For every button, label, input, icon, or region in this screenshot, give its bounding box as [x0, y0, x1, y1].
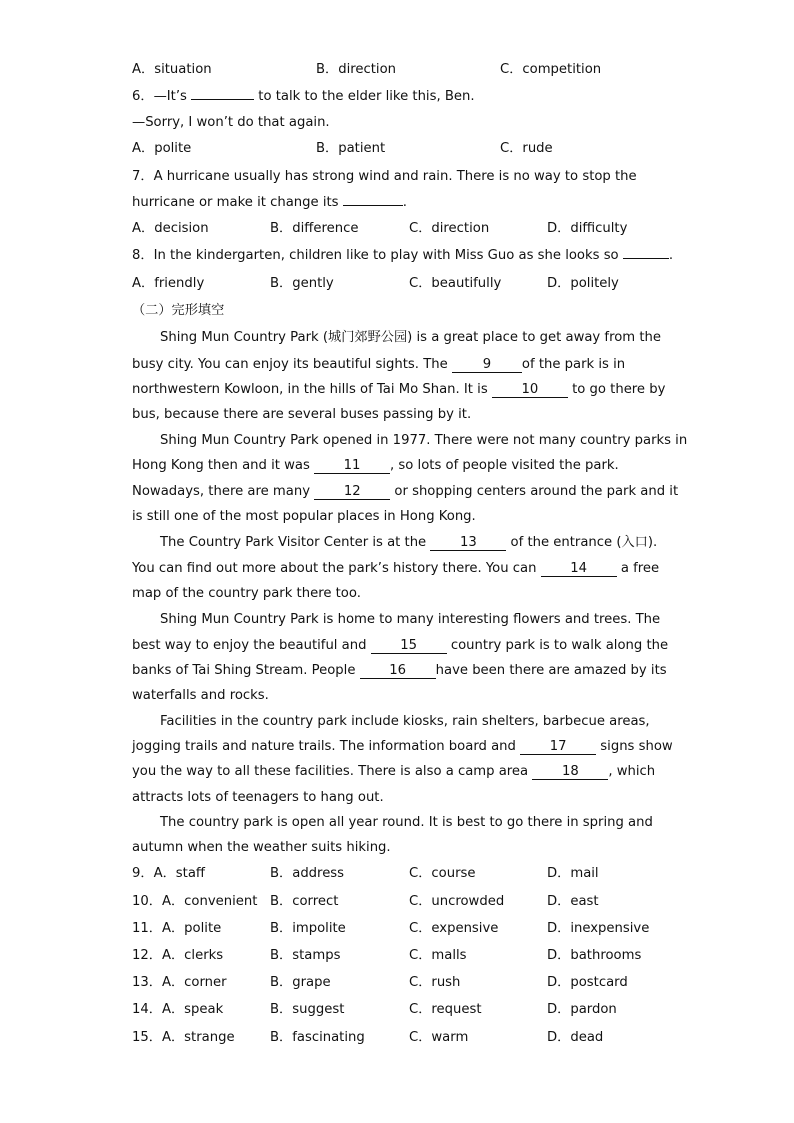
choice-d[interactable]: D．mail: [547, 866, 599, 881]
choice-b[interactable]: B．fascinating: [270, 1030, 365, 1045]
choice-b[interactable]: B．correct: [270, 894, 339, 909]
q8-stem-text-end: .: [668, 248, 674, 263]
passage-text: busy city. You can enjoy its beautiful sights. The: [132, 357, 452, 372]
choice-d[interactable]: D．east: [547, 894, 599, 909]
passage-text: Hong Kong then and it was: [132, 458, 315, 473]
q6-option-b: B．patient: [316, 141, 386, 156]
passage-p5-line1: Facilities in the country park include kiosks, rain shelters, barbecue areas,: [160, 714, 650, 729]
choice-c[interactable]: C．expensive: [409, 921, 499, 936]
blank-15[interactable]: 15: [371, 638, 447, 654]
q7-stem-line2: [132, 194, 407, 212]
q6-option-c: C．rude: [500, 141, 553, 156]
q7-option-d: D．difficulty: [547, 221, 628, 236]
passage-text: jogging trails and nature trails. The information board and: [132, 739, 521, 754]
passage-p4-line3: [132, 662, 667, 680]
passage-text: best way to enjoy the beautiful and: [132, 638, 371, 653]
blank-11[interactable]: 11: [314, 458, 390, 474]
blank-17[interactable]: 17: [520, 739, 596, 755]
choice-a[interactable]: 13．A．corner: [132, 975, 227, 990]
passage-p1-line4: bus, because there are several buses passing by it.: [132, 407, 472, 422]
q6-reply: —Sorry, I won’t do that again.: [132, 115, 330, 130]
q8-stem-text: 8．In the kindergarten, children like to play with Miss Guo as she looks so: [132, 248, 623, 263]
q8-option-c: C．beautifully: [409, 276, 502, 291]
choice-a[interactable]: 14．A．speak: [132, 1002, 224, 1017]
choice-a[interactable]: 11．A．polite: [132, 921, 222, 936]
choice-b[interactable]: B．grape: [270, 975, 331, 990]
passage-p2-line3: [132, 483, 678, 501]
choice-b[interactable]: B．address: [270, 866, 345, 881]
choice-a[interactable]: 12．A．clerks: [132, 948, 224, 963]
passage-p3-line3: map of the country park there too.: [132, 586, 361, 601]
choice-b[interactable]: B．stamps: [270, 948, 341, 963]
q8-blank[interactable]: [623, 258, 669, 259]
q8-option-a: A．friendly: [132, 276, 205, 291]
passage-p4-line4: waterfalls and rocks.: [132, 688, 269, 703]
passage-text: Nowadays, there are many: [132, 484, 315, 499]
passage-p1-line3: [132, 381, 665, 399]
passage-p5-line2: [132, 738, 673, 756]
choice-d[interactable]: D．inexpensive: [547, 921, 650, 936]
passage-text: have been there are amazed by its: [435, 663, 667, 678]
choice-c[interactable]: C．rush: [409, 975, 461, 990]
blank-12[interactable]: 12: [314, 484, 390, 500]
passage-p3-line2: [132, 560, 659, 578]
choice-b[interactable]: B．impolite: [270, 921, 346, 936]
q7-option-b: B．difference: [270, 221, 359, 236]
passage-p6-line2: autumn when the weather suits hiking.: [132, 840, 391, 855]
section-title: （二）完形填空: [132, 303, 225, 318]
passage-p2-line4: is still one of the most popular places in Hong Kong.: [132, 509, 476, 524]
passage-text: of the entrance (入口).: [506, 535, 658, 550]
blank-13[interactable]: 13: [430, 535, 506, 551]
blank-14[interactable]: 14: [541, 561, 617, 577]
choice-a[interactable]: 10．A．convenient: [132, 894, 258, 909]
choice-c[interactable]: C．request: [409, 1002, 482, 1017]
passage-p5-line4: attracts lots of teenagers to hang out.: [132, 790, 384, 805]
passage-text: or shopping centers around the park and it: [390, 484, 679, 499]
choice-d[interactable]: D．pardon: [547, 1002, 617, 1017]
passage-text: to go there by: [567, 382, 666, 397]
q6-stem-text: 6．—It’s: [132, 89, 192, 104]
passage-p5-line3: [132, 763, 655, 781]
passage-text: signs show: [596, 739, 673, 754]
q6-blank[interactable]: [191, 99, 254, 100]
choice-c[interactable]: C．malls: [409, 948, 467, 963]
q6-stem: [132, 88, 475, 106]
choice-d[interactable]: D．dead: [547, 1030, 604, 1045]
q8-stem: [132, 247, 673, 265]
choice-c[interactable]: C．course: [409, 866, 476, 881]
passage-p2-line1: Shing Mun Country Park opened in 1977. There were not many country parks in: [160, 433, 688, 448]
q7-stem-line1: 7．A hurricane usually has strong wind and rain. There is no way to stop the: [132, 169, 637, 184]
blank-9[interactable]: 9: [452, 357, 522, 373]
passage-p2-line2: [132, 457, 619, 475]
choice-d[interactable]: D．postcard: [547, 975, 628, 990]
q7-stem-text: hurricane or make it change its: [132, 195, 343, 210]
choice-b[interactable]: B．suggest: [270, 1002, 345, 1017]
passage-text: , so lots of people visited the park.: [390, 458, 619, 473]
passage-text: The Country Park Visitor Center is at the: [160, 535, 431, 550]
q5-option-a: A．situation: [132, 62, 212, 77]
q5-option-b: B．direction: [316, 62, 397, 77]
blank-16[interactable]: 16: [360, 663, 436, 679]
choice-c[interactable]: C．uncrowded: [409, 894, 505, 909]
choice-c[interactable]: C．warm: [409, 1030, 469, 1045]
q8-option-b: B．gently: [270, 276, 334, 291]
passage-text: of the park is in: [521, 357, 626, 372]
passage-text: , which: [608, 764, 656, 779]
q7-option-c: C．direction: [409, 221, 490, 236]
choice-a[interactable]: 15．A．strange: [132, 1030, 235, 1045]
choice-d[interactable]: D．bathrooms: [547, 948, 642, 963]
passage-text: You can find out more about the park’s history there. You can: [132, 561, 541, 576]
passage-p1-line2: [132, 356, 625, 374]
passage-p1-line1: Shing Mun Country Park (城门郊野公园) is a great place to get away from the: [160, 330, 661, 345]
passage-text: country park is to walk along the: [446, 638, 669, 653]
q8-option-d: D．politely: [547, 276, 619, 291]
passage-text: banks of Tai Shing Stream. People: [132, 663, 360, 678]
choice-a[interactable]: 9．A．staff: [132, 866, 205, 881]
passage-p4-line2: [132, 637, 668, 655]
q6-option-a: A．polite: [132, 141, 192, 156]
passage-p4-line1: Shing Mun Country Park is home to many interesting flowers and trees. The: [160, 612, 661, 627]
passage-p3-line1: [160, 534, 657, 552]
passage-text: northwestern Kowloon, in the hills of Tai Mo Shan. It is: [132, 382, 492, 397]
q7-stem-text-end: .: [402, 195, 407, 210]
passage-p6-line1: The country park is open all year round. It is best to go there in spring and: [160, 815, 653, 830]
q6-stem-text-end: to talk to the elder like this, Ben.: [254, 89, 475, 104]
passage-text: a free: [616, 561, 660, 576]
passage-text: you the way to all these facilities. There is also a camp area: [132, 764, 533, 779]
q7-blank[interactable]: [343, 205, 403, 206]
blank-18[interactable]: 18: [532, 764, 608, 780]
q7-option-a: A．decision: [132, 221, 209, 236]
blank-10[interactable]: 10: [492, 382, 568, 398]
q5-option-c: C．competition: [500, 62, 602, 77]
